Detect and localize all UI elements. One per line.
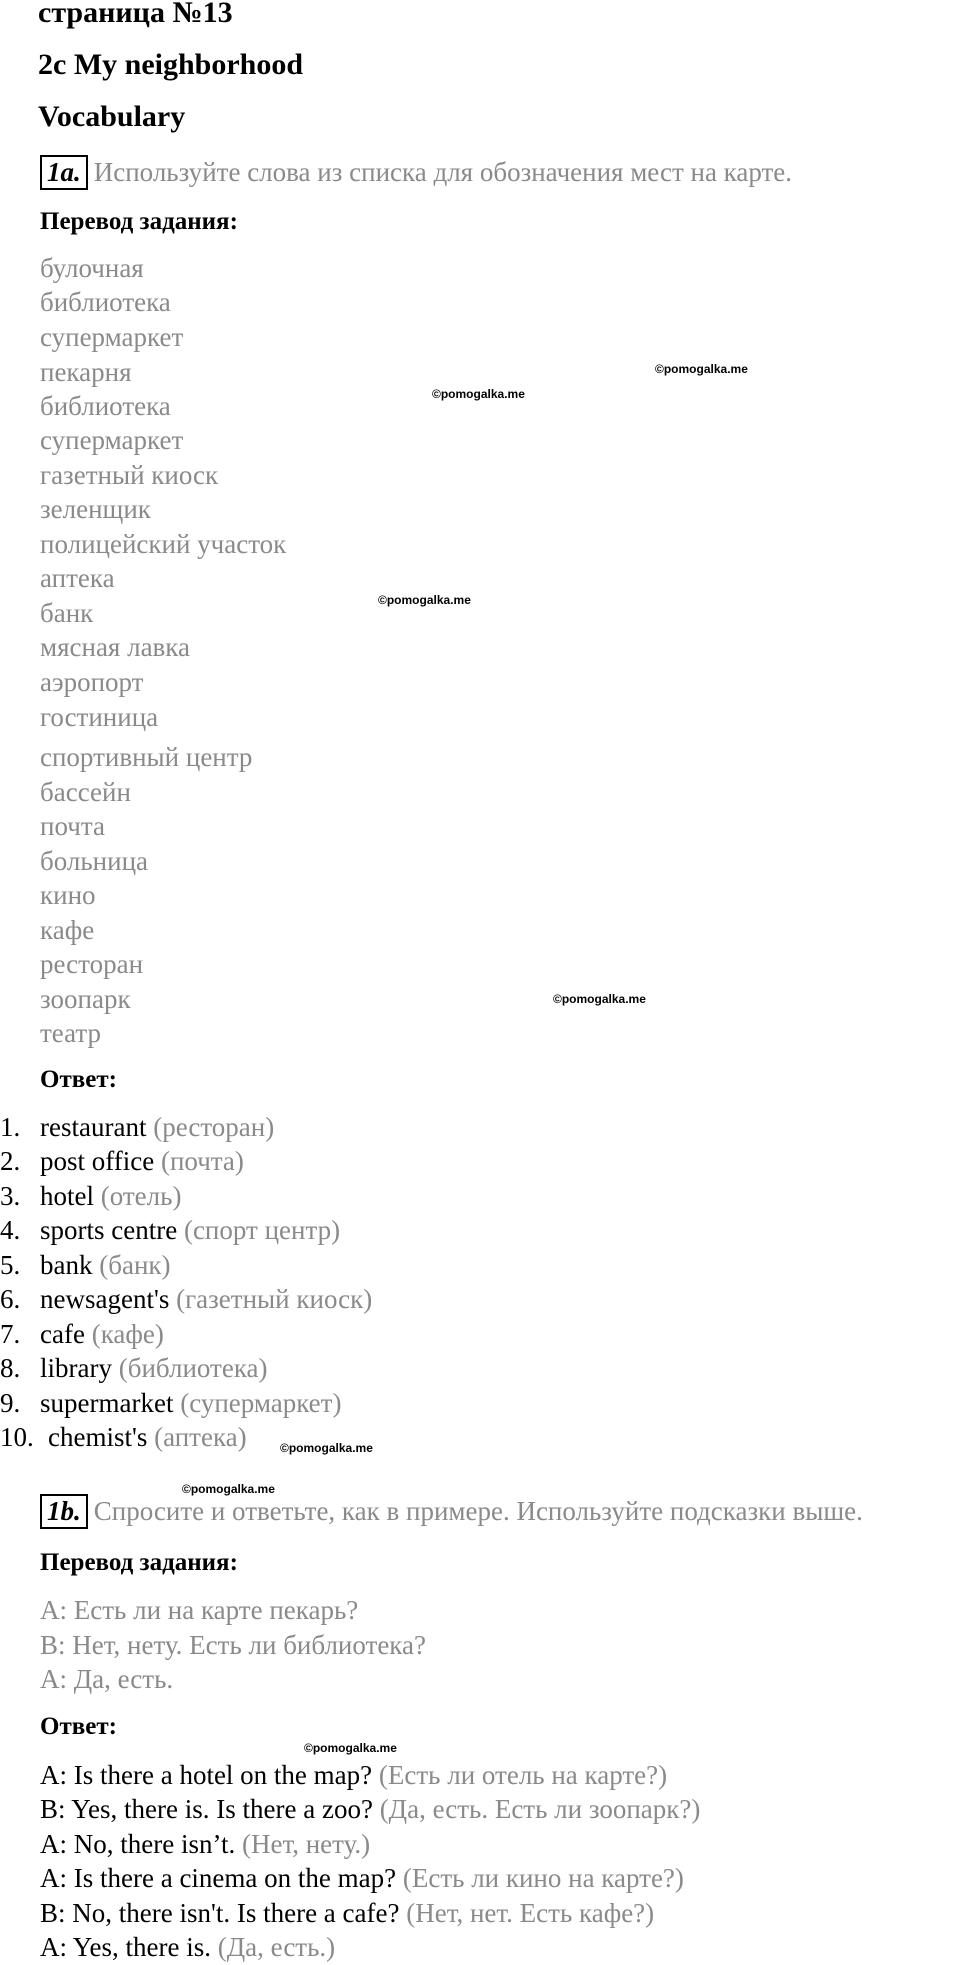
- answer-english: chemist's: [48, 1422, 148, 1452]
- translation-line: А: Да, есть.: [40, 1664, 174, 1694]
- answer-english: newsagent's: [40, 1284, 170, 1314]
- dialogue-russian: (Нет, нет. Есть кафе?): [406, 1898, 655, 1928]
- answer-item: [0, 1319, 164, 1350]
- dialogue-russian: (Да, есть.): [217, 1932, 336, 1962]
- answer-russian: (библиотека): [118, 1353, 268, 1383]
- answer-number: 6.: [0, 1284, 21, 1314]
- answer-russian: (спорт центр): [183, 1215, 341, 1245]
- word-item: банк: [40, 598, 94, 628]
- answer-english: library: [40, 1353, 112, 1383]
- answer-russian: (ресторан): [153, 1112, 275, 1142]
- answer-number: 1.: [0, 1112, 21, 1142]
- dialogue-english: A: No, there isn’t.: [40, 1829, 236, 1859]
- answer-item: [0, 1146, 244, 1177]
- task-1a: [40, 155, 792, 190]
- answer-russian: (банк): [99, 1250, 171, 1280]
- answer-number: 2.: [0, 1146, 21, 1176]
- answer-english: post office: [40, 1146, 155, 1176]
- answer-item: [0, 1284, 372, 1315]
- word-item: супермаркет: [40, 425, 184, 455]
- translation-label: Перевод задания:: [40, 1549, 238, 1576]
- answer-number: 5.: [0, 1250, 21, 1280]
- answer-english: sports centre: [40, 1215, 178, 1245]
- task-badge: 1a.: [40, 155, 88, 190]
- answer-item: [0, 1181, 181, 1212]
- word-item: аптека: [40, 563, 115, 593]
- dialogue-line: [40, 1794, 700, 1825]
- dialogue-russian: (Нет, нету.): [241, 1829, 371, 1859]
- answer-number: 7.: [0, 1319, 21, 1349]
- answer-english: hotel: [40, 1181, 94, 1211]
- unit-title: 2c My neighborhood: [38, 48, 304, 81]
- dialogue-english: A: Is there a cinema on the map?: [40, 1863, 397, 1893]
- answer-russian: (аптека): [154, 1422, 247, 1452]
- answer-russian: (отель): [100, 1181, 182, 1211]
- task-badge: 1b.: [40, 1494, 88, 1529]
- translation-label: Перевод задания:: [40, 208, 238, 235]
- dialogue-russian: (Есть ли кино на карте?): [402, 1863, 684, 1893]
- answer-number: 3.: [0, 1181, 21, 1211]
- answer-russian: (газетный киоск): [176, 1284, 373, 1314]
- word-item: супермаркет: [40, 322, 184, 352]
- watermark: ©pomogalka.me: [553, 992, 646, 1006]
- word-item: библиотека: [40, 287, 171, 317]
- answer-english: cafe: [40, 1319, 85, 1349]
- answer-russian: (супермаркет): [180, 1388, 342, 1418]
- answer-russian: (кафе): [91, 1319, 164, 1349]
- answer-english: supermarket: [40, 1388, 174, 1418]
- dialogue-line: [40, 1829, 370, 1860]
- word-item: гостиница: [40, 702, 159, 732]
- page-number: страница №13: [38, 0, 233, 29]
- translation-line: В: Нет, нету. Есть ли библиотека?: [40, 1630, 426, 1660]
- dialogue-line: [40, 1898, 654, 1929]
- answer-english: bank: [40, 1250, 93, 1280]
- word-item: больница: [40, 846, 148, 876]
- answer-item: [0, 1353, 268, 1384]
- watermark: ©pomogalka.me: [182, 1482, 275, 1496]
- dialogue-line: [40, 1932, 335, 1963]
- word-item: спортивный центр: [40, 742, 253, 772]
- word-item: пекарня: [40, 357, 132, 387]
- word-item: полицейский участок: [40, 529, 287, 559]
- watermark: ©pomogalka.me: [432, 387, 525, 401]
- task-1b: [40, 1494, 863, 1529]
- word-item: кино: [40, 880, 96, 910]
- word-item: бассейн: [40, 777, 131, 807]
- word-item: зеленщик: [40, 494, 151, 524]
- task-text: Спросите и ответьте, как в примере. Используйте подсказки выше.: [93, 1496, 863, 1526]
- answer-item: [0, 1422, 247, 1453]
- dialogue-russian: (Есть ли отель на карте?): [378, 1760, 668, 1790]
- word-item: театр: [40, 1018, 102, 1048]
- dialogue-english: B: Yes, there is. Is there a zoo?: [40, 1794, 373, 1824]
- word-item: ресторан: [40, 949, 144, 979]
- answer-number: 10.: [0, 1422, 34, 1452]
- answer-label: Ответ:: [40, 1713, 117, 1740]
- answer-item: [0, 1215, 340, 1246]
- answer-item: [0, 1388, 341, 1419]
- dialogue-english: A: Is there a hotel on the map?: [40, 1760, 373, 1790]
- word-item: мясная лавка: [40, 632, 190, 662]
- word-item: газетный киоск: [40, 460, 219, 490]
- word-item: аэропорт: [40, 667, 144, 697]
- answer-russian: (почта): [160, 1146, 244, 1176]
- dialogue-line: [40, 1863, 684, 1894]
- watermark: ©pomogalka.me: [304, 1741, 397, 1755]
- word-item: булочная: [40, 253, 144, 283]
- answer-item: [0, 1112, 274, 1143]
- answer-number: 4.: [0, 1215, 21, 1245]
- word-item: почта: [40, 811, 105, 841]
- answer-english: restaurant: [40, 1112, 147, 1142]
- answer-label: Ответ:: [40, 1066, 117, 1093]
- dialogue-english: A: Yes, there is.: [40, 1932, 212, 1962]
- translation-line: А: Есть ли на карте пекарь?: [40, 1595, 359, 1625]
- answer-number: 8.: [0, 1353, 21, 1383]
- dialogue-english: B: No, there isn't. Is there a cafe?: [40, 1898, 400, 1928]
- answer-item: [0, 1250, 171, 1281]
- watermark: ©pomogalka.me: [280, 1441, 373, 1455]
- answer-number: 9.: [0, 1388, 21, 1418]
- section-title: Vocabulary: [38, 100, 186, 133]
- watermark: ©pomogalka.me: [378, 593, 471, 607]
- dialogue-russian: (Да, есть. Есть ли зоопарк?): [379, 1794, 701, 1824]
- watermark: ©pomogalka.me: [655, 362, 748, 376]
- task-text: Используйте слова из списка для обозначения мест на карте.: [93, 157, 793, 187]
- dialogue-line: [40, 1760, 667, 1791]
- word-item: библиотека: [40, 391, 171, 421]
- word-item: зоопарк: [40, 984, 131, 1014]
- word-item: кафе: [40, 915, 95, 945]
